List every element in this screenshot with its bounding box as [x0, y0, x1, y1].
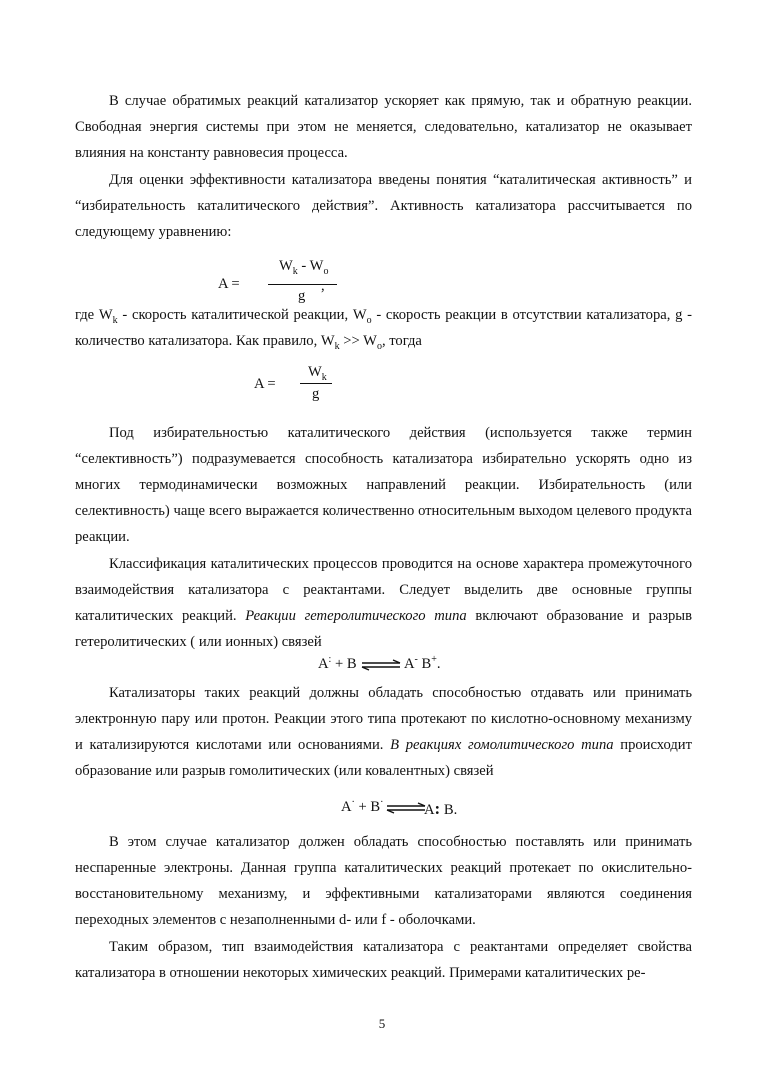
page-number: 5 — [378, 1016, 386, 1031]
paragraph-heterolytic-catalysts: Катализаторы таких реакций должны обладать способностью отдавать или принимать электронную пару или протон. Реакции этого типа протекают по кислотно-основному механизму и катализируются кислотами или основаниями. В реакциях гомолитического типа происходит образование или разрыв гомолитических (или ковалентных) связей — [75, 685, 692, 779]
eq2-denominator: g — [312, 386, 320, 402]
eq3-left: A: + B — [318, 654, 357, 672]
paragraph-reversible-reactions: В случае обратимых реакций катализатор ускоряет как прямую, так и обратную реакции. Свободная энергия системы при этом не меняется, следовательно, катализатор не оказывает влияния на константу равновесия процесса. — [75, 93, 692, 161]
eq1-fraction-bar — [268, 284, 337, 285]
eq1-numerator: $W_k - W_o$ — [279, 258, 329, 277]
paragraph-conclusion: Таким образом, тип взаимодействия катализатора с реактантами определяет свойства катализатора в отношении некоторых химических реакций. Примерами каталитических ре- — [75, 939, 692, 981]
term-heterolytic-reactions: Реакции гетеролитического типа — [245, 608, 467, 624]
term-homolytic-reactions: В реакциях гомолитического типа — [390, 737, 614, 753]
eq1-denominator: g — [298, 288, 306, 304]
eq2-numerator: $W_k$ — [308, 364, 327, 383]
eq1-comma: , — [321, 278, 325, 294]
equilibrium-arrow-icon — [362, 660, 400, 670]
equilibrium-arrow-icon — [387, 803, 425, 813]
eq1-lhs: A = — [218, 276, 240, 292]
eq2-fraction-bar — [300, 383, 332, 384]
eq2-lhs: A = — [254, 376, 276, 392]
paragraph-classification: Классификация каталитических процессов проводится на основе характера промежуточного взаимодействия катализатора с реактантами. Следует выделить две основные группы каталитических реакций. Реакции гетеролитического типа включают образование и разрыв гетеролитических ( или ионных) связей — [75, 556, 692, 650]
eq3-right: A- B+. — [404, 654, 441, 672]
paragraph-homolytic-catalysts: В этом случае катализатор должен обладать способностью поставлять или принимать неспаренные электроны. Данная группа каталитических реакций протекает по окислительно-восстановительному механизму, и эффективными катализаторами являются соединения переходных элементов с незаполненными d- или f - оболочками. — [75, 834, 692, 928]
paragraph-selectivity: Под избирательностью каталитического действия (используется также термин “селективность”) подразумевается способность катализатора избирательно ускорять одно из многих термодинамически возможных направлений реакции. Избирательность (или селективность) чаще всего выражается количественно относительным выходом целевого продукта реакции. — [75, 425, 692, 545]
paragraph-efficiency-concepts: Для оценки эффективности катализатора введены понятия “каталитическая активность” и “избирательность каталитического действия”. Активность катализатора рассчитывается по следующему уравнению: — [75, 172, 692, 240]
paragraph-where-definitions: где $W_k$ - скорость каталитической реакции, $W_o$ - скорость реакции в отсутствии катализатора, g - количество катализатора. Как правило, $W_k >> W_o$, тогда — [75, 307, 692, 352]
eq4-left: A· + B· — [341, 797, 384, 815]
eq4-right: A: B. — [424, 799, 458, 818]
